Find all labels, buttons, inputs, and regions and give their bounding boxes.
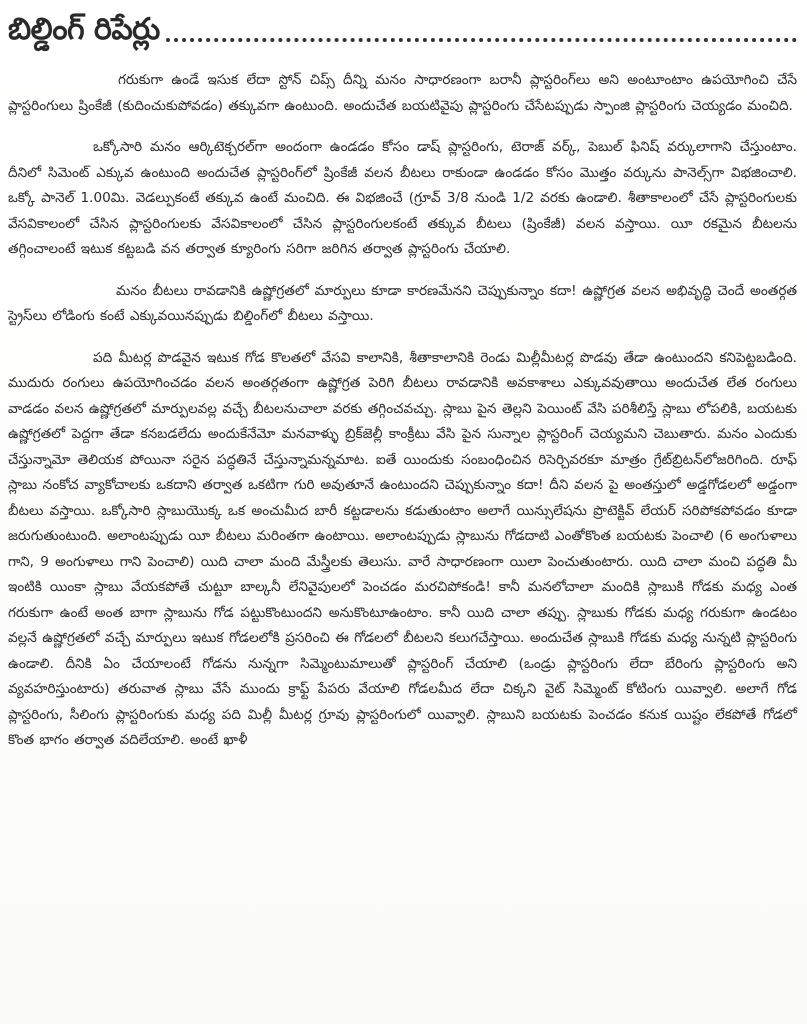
paragraph-1: గరుకుగా ఉండే ఇసుక లేదా స్టోన్ చిప్స్ దీన్ని మనం సాధారణంగా బరానీ ప్లాస్టరింగ్‌లు అని అంటూంటాం ఉపయోగించి చేసే ప్లాస్టరింగులు ష్రింకేజీ (కుదించుకుపోవడం) తక్కువగా ఉంటుంది. అందుచేత బయటివైపు ప్లాస్టరింగు చేసేటప్పుడు స్పాంజి ప్లాస్టరింగు చెయ్యడం మంచిది. [8, 72, 797, 114]
paragraph-3: మనం బీటలు రావడానికి ఉష్ణోగ్రతలో మార్పులు కూడా కారణమేనని చెప్పుకున్నాం కదా! ఉష్ణోగ్రత వలన అభివృద్ధి చెందే అంతర్గత స్ట్రెస్‌లు లోడింగు కంటే ఎక్కువయినప్పుడు బిల్డింగ్‌లో బీటలు వస్తాయి. [8, 282, 797, 324]
page-title: బిల్డింగ్ రిపేర్లు [8, 12, 160, 47]
dotted-leader [166, 38, 797, 42]
paragraph-4: పది మీటర్ల పొడవైన ఇటుక గోడ కొలతలో వేసవి కాలానికి, శీతాకాలానికి రెండు మిల్లీమీటర్ల పొడవు తేడా ఉంటుందని కనిపెట్టబడింది. ముదురు రంగులు ఉపయోగించడం వలన అంతర్గతంగా ఉష్ణోగ్రత పెరిగి బీటలు రావడానికి అవకాశాలు ఎక్కువవుతాయి అందుచేత లేత రంగులు వాడడం వలన ఉష్ణోగ్రతలో మార్పులవల్ల వచ్చే బీటలనుచాలా వరకు తగ్గించవచ్చు. స్లాబు పైన తెల్లని పెయింట్ వేసి పరిశీలిస్తే స్లాబు లోపలికి, బయటకు ఉష్ణోగ్రతలో పెద్దగా తేడా కనబడలేదు అందుకేనేమో మనవాళ్ళు బ్రిక్‌జెల్లీ కాంక్రీటు వేసి పైన సున్నాల ప్లాస్టరింగ్ చెయ్యమని చెబుతారు. మనం ఎందుకు చేస్తున్నామో తెలియక పోయినా సరైన పద్ధతినే చేస్తున్నామన్నమాట. ఐతే యిందుకు సంబంధించిన రిసెర్చివరకూ మాత్రం గ్రేట్‌బ్రిటన్‌లోజరిగింది. రూఫ్ స్లాబు నంకోచ వ్యాకోచాలకు ఒకదాని తర్వాత ఒకటిగా గురి అవుతూనే ఉంటుందని చెప్పుకున్నాం కదా! దీని వలన పై అంతస్తులో అడ్డగోడలలో అడ్డంగా బీటలు వస్తాయి. ఒక్కోసారి స్లాబుయొక్క ఒక అంచుమీద బారీ కట్టడాలను కడుతుంటాం అలాగే యిన్సులేషను ప్రొటెక్టివ్ లేయర్ సరిపోకపోవడం కూడా జరుగుతుంటుంది. అలాంటప్పుడు యీ బీటలు మరింతగా ఉంటాయి. అలాంటప్పుడు స్లాబును గోడదాటి ఎంతోకొంత బయటకు పెంచాలి (6 అంగుళాలు గాని, 9 అంగుళాలు గాని పెంచాలి) యిది చాలా మంది మేస్త్రీలకు తెలుసు. వారే సాధారణంగా యిలా పెంచుతుంటారు. యిది చాలా మంచి పద్ధతి మీ ఇంటికి యింకా స్లాబు వేయకపోతే చుట్టూ బాల్కనీ లేనివైపులలో పెంచడం మరచిపోకండి! కానీ మనలోచాలా మందికి స్లాబుకి గోడకు మధ్య ఎంత గరుకుగా ఉంటే అంత బాగా స్లాబును గోడ పట్టుకొంటుందని అనుకొంటూఉంటాం. కానీ యిది చాలా తప్పు. స్లాబుకు గోడకు మధ్య గరుకుగా ఉండటం వల్లనే ఉష్ణోగ్రతలో వచ్చే మార్పులు ఇటుక గోడలలోకి ప్రసరించి ఈ గోడలలో బీటలని కలుగచేస్తాయి. అందుచేత స్లాబుకి గోడకు మధ్య నున్నటి ప్లాస్టరింగు ఉండాలి. దీనికి ఏం చేయాలంటే గోడను నున్నగా సిమ్మెంటుమాలుతో ప్లాస్టరింగ్ చేయాలి (ఒండ్రు ప్లాస్టరింగు లేదా బేరింగు ప్లాస్టరింగు అని వ్యవహరిస్తుంటారు) తరువాత స్లాబు వేసే ముందు క్రాఫ్ట్ పేపరు వేయాలి గోడలమీద లేదా చిక్కని వైట్ సిమ్మెంట్ కోటింగు యివ్వాలి. అలాగే గోడ ప్లాస్టరింగు, సీలింగు ప్లాస్టరింగుకు మధ్య పది మిల్లీ మీటర్ల గ్రూవు ప్లాస్టరింగులో యివ్వాలి. స్లాబుని బయటకు పెంచడం కనుక యిష్టం లేకపోతే గోడలో కొంత భాగం తర్వాత వదిలేయాలి. అంటే ఖాళీ [8, 349, 797, 748]
heading-row [8, 6, 797, 50]
paragraph-2: ఒక్కోసారి మనం ఆర్కిటెక్చరల్‌గా అందంగా ఉండడం కోసం డాష్ ప్లాస్టరింగు, టెరాజ్ వర్క్, పెబుల్ ఫినిష్ వర్కులాగాని చేస్తుంటాం. దీనిలో సిమెంట్ ఎక్కువ ఉంటుంది అందుచేత ప్లాస్టరింగ్‌లో ష్రింకేజీ వలన బీటలు రాకుండా ఉండడం కోసం మొత్తం వర్కును పానెల్స్‌గా విభజించాలి. ఒక్కో పానెల్ 1.00మి. వెడల్పుకంటే తక్కువ ఉంటే మంచిది. ఈ విభజించే (గ్రూవ్ 3/8 నుండి 1/2 వరకు ఉండాలి. శీతాకాలంలో చేసే ప్లాస్టరింగులకు వేసవికాలంలో చేసిన ప్లాస్టరింగులకు వేసవికాలంలో చేసిన ప్లాస్టరింగులకంటే తక్కువ బీటలు (ష్రింకేజీ) వలన వస్తాయి. యీ రకమైన బీటలను తగ్గించాలంటే ఇటుక కట్టబడి వన తర్వాత క్యూరింగు సరిగా జరిగిన తర్వాత ప్లాస్టరింగు చేయాలి. [8, 139, 797, 257]
